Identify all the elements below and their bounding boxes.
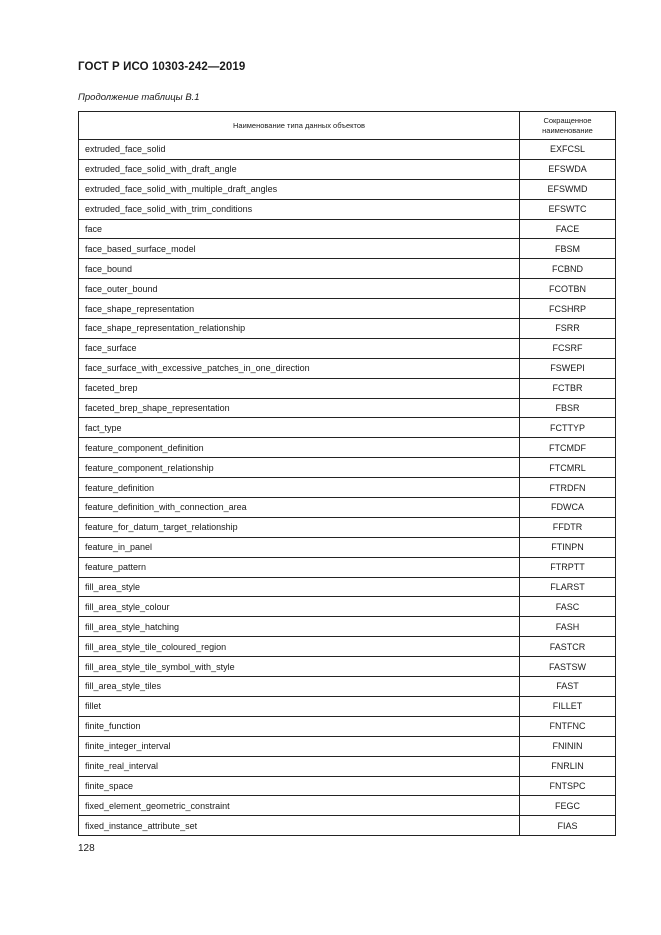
- entity-name-cell: face_bound: [79, 259, 520, 279]
- entity-name-cell: fixed_element_geometric_constraint: [79, 796, 520, 816]
- short-name-cell: FIAS: [520, 816, 616, 836]
- table-row: [79, 338, 616, 358]
- table-row: [79, 219, 616, 239]
- table-row: [79, 557, 616, 577]
- entity-name-cell: fill_area_style_tile_symbol_with_style: [79, 657, 520, 677]
- table-row: [79, 358, 616, 378]
- table-header: [79, 112, 616, 140]
- entity-name-cell: faceted_brep_shape_representation: [79, 398, 520, 418]
- short-name-cell: EFSWDA: [520, 159, 616, 179]
- short-name-cell: FFDTR: [520, 517, 616, 537]
- column-header-name: Наименование типа данных объектов: [79, 112, 520, 140]
- short-name-cell: FCSRF: [520, 338, 616, 358]
- entity-name-cell: finite_real_interval: [79, 756, 520, 776]
- table-row: [79, 319, 616, 339]
- short-name-cell: FCTTYP: [520, 418, 616, 438]
- short-name-cell: FTRDFN: [520, 478, 616, 498]
- short-name-cell: FASTCR: [520, 637, 616, 657]
- entity-name-cell: feature_definition_with_connection_area: [79, 498, 520, 518]
- table-row: [79, 159, 616, 179]
- short-name-cell: FNTSPC: [520, 776, 616, 796]
- short-name-cell: FTRPTT: [520, 557, 616, 577]
- short-name-cell: FCOTBN: [520, 279, 616, 299]
- table-row: [79, 756, 616, 776]
- entity-name-cell: fact_type: [79, 418, 520, 438]
- entity-name-cell: fill_area_style_tiles: [79, 677, 520, 697]
- column-header-abbreviation: Сокращенное наименование: [520, 112, 616, 140]
- short-name-cell: FSRR: [520, 319, 616, 339]
- table-row: [79, 398, 616, 418]
- entity-name-cell: fill_area_style_hatching: [79, 617, 520, 637]
- entity-name-cell: extruded_face_solid_with_trim_conditions: [79, 199, 520, 219]
- entity-name-cell: extruded_face_solid: [79, 140, 520, 160]
- table-row: [79, 796, 616, 816]
- entity-name-cell: face_based_surface_model: [79, 239, 520, 259]
- table-body: [79, 140, 616, 836]
- short-name-cell: EXFCSL: [520, 140, 616, 160]
- entity-name-cell: extruded_face_solid_with_multiple_draft_angles: [79, 179, 520, 199]
- short-name-cell: EFSWMD: [520, 179, 616, 199]
- table-row: [79, 279, 616, 299]
- entity-name-cell: face_shape_representation_relationship: [79, 319, 520, 339]
- short-name-cell: FTCMDF: [520, 438, 616, 458]
- short-name-cell: FNININ: [520, 736, 616, 756]
- entity-name-cell: extruded_face_solid_with_draft_angle: [79, 159, 520, 179]
- table-row: [79, 776, 616, 796]
- short-name-cell: FILLET: [520, 696, 616, 716]
- table-row: [79, 716, 616, 736]
- table-row: [79, 696, 616, 716]
- entity-name-cell: finite_integer_interval: [79, 736, 520, 756]
- entity-name-cell: fillet: [79, 696, 520, 716]
- table-row: [79, 179, 616, 199]
- table-row: [79, 239, 616, 259]
- short-name-cell: FASTSW: [520, 657, 616, 677]
- table-row: [79, 736, 616, 756]
- table-row: [79, 418, 616, 438]
- short-name-cell: FCBND: [520, 259, 616, 279]
- short-name-cell: FASC: [520, 597, 616, 617]
- table-row: [79, 438, 616, 458]
- short-name-cell: FTCMRL: [520, 458, 616, 478]
- page-number: 128: [78, 843, 95, 854]
- entity-name-cell: face_surface: [79, 338, 520, 358]
- entity-name-cell: face_surface_with_excessive_patches_in_one_direction: [79, 358, 520, 378]
- table-row: [79, 478, 616, 498]
- short-name-cell: FDWCA: [520, 498, 616, 518]
- short-name-cell: FSWEPI: [520, 358, 616, 378]
- table-row: [79, 199, 616, 219]
- entity-name-cell: fill_area_style_tile_coloured_region: [79, 637, 520, 657]
- table-row: [79, 597, 616, 617]
- table-row: [79, 816, 616, 836]
- short-name-cell: FTINPN: [520, 537, 616, 557]
- table-caption: Продолжение таблицы В.1: [78, 92, 200, 103]
- short-name-cell: FNRLIN: [520, 756, 616, 776]
- entity-name-cell: face_outer_bound: [79, 279, 520, 299]
- short-name-cell: FCSHRP: [520, 299, 616, 319]
- short-name-cell: FACE: [520, 219, 616, 239]
- entity-name-cell: feature_in_panel: [79, 537, 520, 557]
- short-name-cell: FEGC: [520, 796, 616, 816]
- short-name-cell: FCTBR: [520, 378, 616, 398]
- table-row: [79, 577, 616, 597]
- table-row: [79, 517, 616, 537]
- entity-name-cell: face_shape_representation: [79, 299, 520, 319]
- table-row: [79, 498, 616, 518]
- table-row: [79, 677, 616, 697]
- data-table: [78, 111, 616, 836]
- short-name-cell: FBSM: [520, 239, 616, 259]
- short-name-cell: FBSR: [520, 398, 616, 418]
- table-header-row: [79, 112, 616, 140]
- short-name-cell: EFSWTC: [520, 199, 616, 219]
- table-row: [79, 458, 616, 478]
- entity-name-cell: feature_definition: [79, 478, 520, 498]
- entity-name-cell: face: [79, 219, 520, 239]
- table-row: [79, 299, 616, 319]
- table-row: [79, 378, 616, 398]
- document-header: ГОСТ Р ИСО 10303-242—2019: [78, 61, 246, 73]
- table-row: [79, 657, 616, 677]
- entity-name-cell: fixed_instance_attribute_set: [79, 816, 520, 836]
- table-row: [79, 617, 616, 637]
- short-name-cell: FASH: [520, 617, 616, 637]
- entity-name-cell: feature_component_definition: [79, 438, 520, 458]
- entity-name-cell: feature_pattern: [79, 557, 520, 577]
- entity-name-cell: faceted_brep: [79, 378, 520, 398]
- table-row: [79, 259, 616, 279]
- short-name-cell: FNTFNC: [520, 716, 616, 736]
- entity-name-cell: fill_area_style: [79, 577, 520, 597]
- entity-name-cell: feature_for_datum_target_relationship: [79, 517, 520, 537]
- short-name-cell: FLARST: [520, 577, 616, 597]
- table-row: [79, 140, 616, 160]
- table-row: [79, 637, 616, 657]
- entity-name-cell: finite_space: [79, 776, 520, 796]
- table-row: [79, 537, 616, 557]
- entity-name-cell: fill_area_style_colour: [79, 597, 520, 617]
- short-name-cell: FAST: [520, 677, 616, 697]
- entity-name-cell: feature_component_relationship: [79, 458, 520, 478]
- entity-name-cell: finite_function: [79, 716, 520, 736]
